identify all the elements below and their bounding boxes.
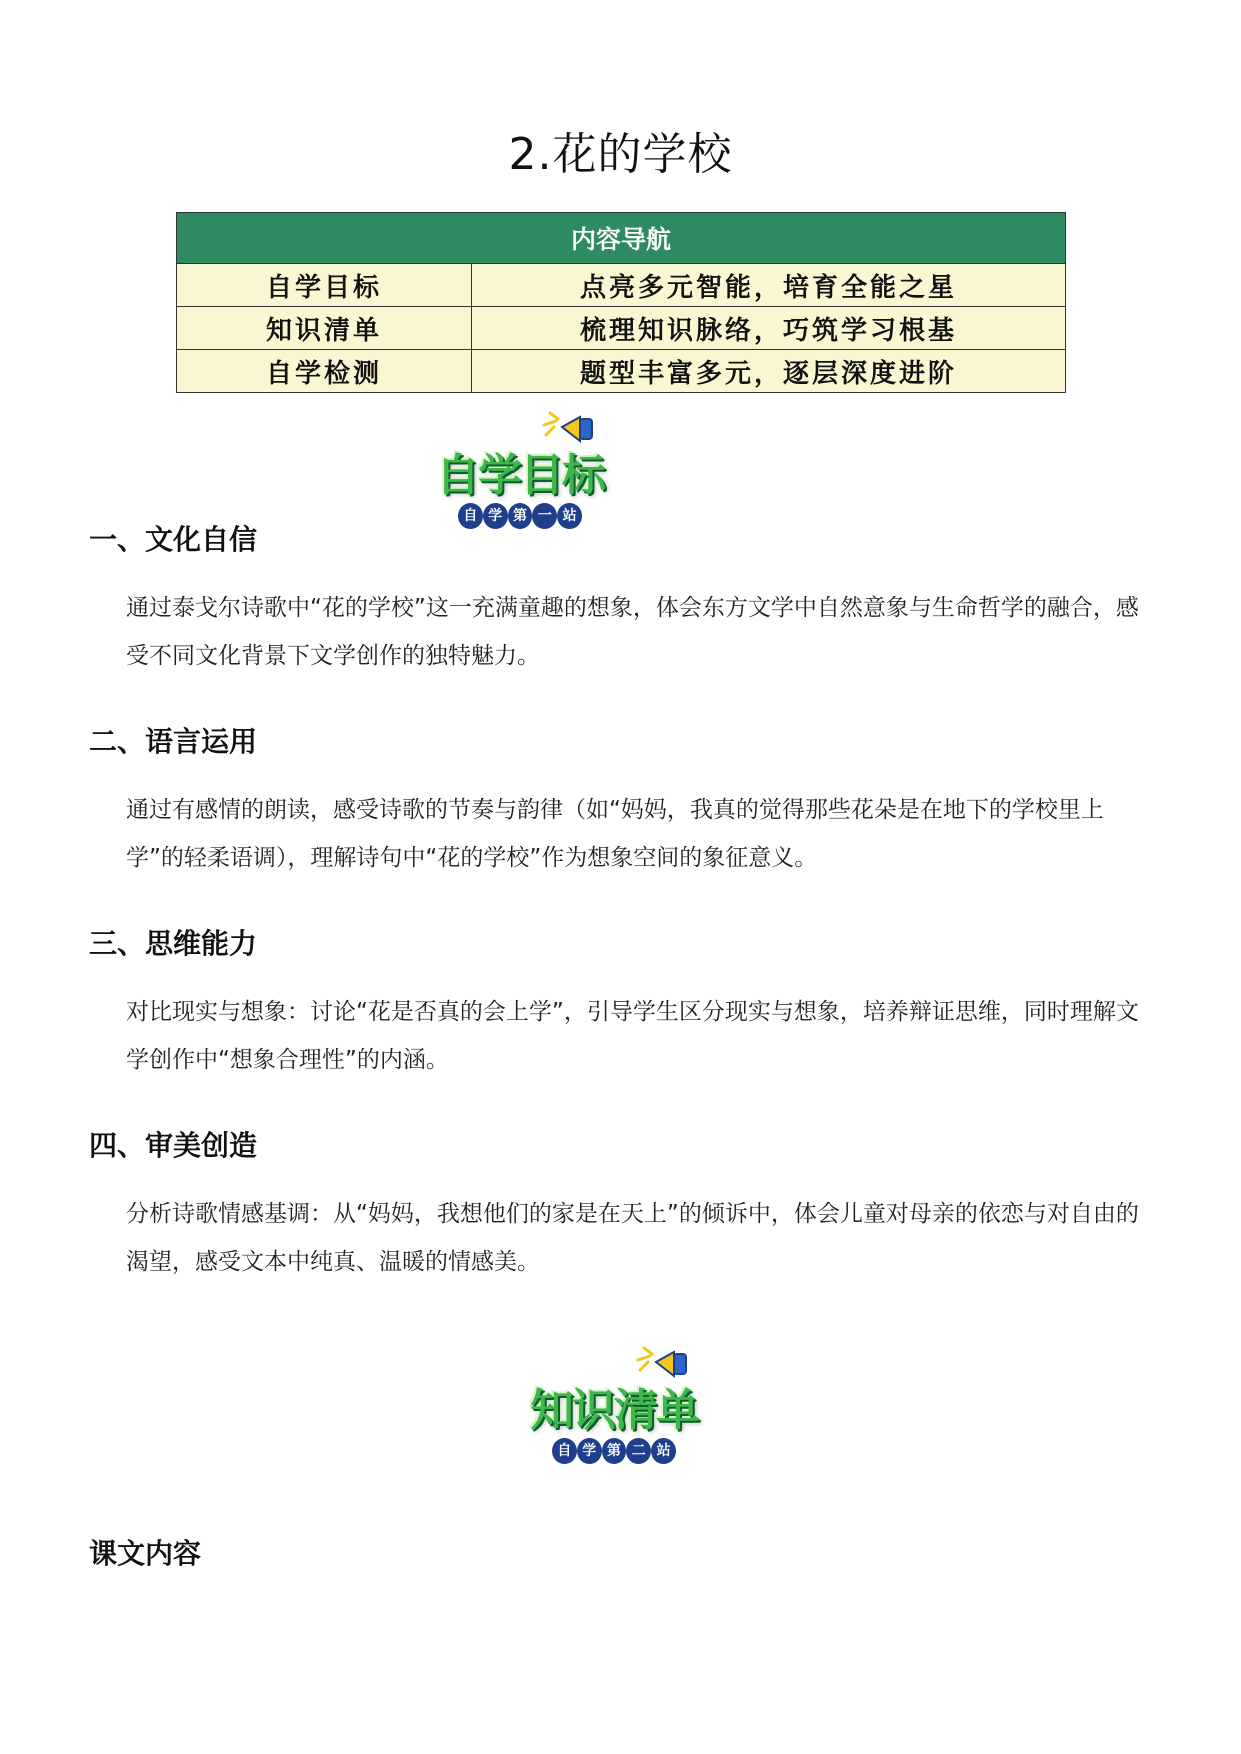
badge-sub-char: 自 <box>458 503 483 529</box>
section-paragraph: 通过有感情的朗读，感受诗歌的节奏与韵律（如“妈妈，我真的觉得那些花朵是在地下的学校里上学”的轻柔语调），理解诗句中“花的学校”作为想象空间的象征意义。 <box>126 797 1104 871</box>
badge-sub-char: 学 <box>483 503 508 529</box>
section-heading: 二、语言运用 <box>89 725 258 758</box>
lesson-content-heading: 课文内容 <box>89 1537 202 1570</box>
section-heading: 一、文化自信 <box>89 523 258 556</box>
badge-sub-char: 一 <box>532 503 557 529</box>
nav-row-name: 知识清单 <box>177 307 472 350</box>
section-heading: 三、思维能力 <box>89 927 258 960</box>
nav-header: 内容导航 <box>177 213 1066 264</box>
table-row <box>177 350 1066 393</box>
section-paragraph: 通过泰戈尔诗歌中“花的学校”这一充满童趣的想象，体会东方文学中自然意象与生命哲学的融合，感受不同文化背景下文学创作的独特魅力。 <box>126 595 1139 669</box>
content-navigation-table <box>176 212 1066 393</box>
nav-row-name: 自学检测 <box>177 350 472 393</box>
nav-row-desc: 梳理知识脉络，巧筑学习根基 <box>472 307 1066 350</box>
nav-row-desc: 点亮多元智能，培育全能之星 <box>472 264 1066 307</box>
table-row <box>177 264 1066 307</box>
badge-sub-char: 站 <box>651 1438 676 1464</box>
nav-row-name: 自学目标 <box>177 264 472 307</box>
page-title: 2.花的学校 <box>508 129 733 180</box>
section-paragraph: 对比现实与想象：讨论“花是否真的会上学”，引导学生区分现实与想象，培养辩证思维，同时理解文学创作中“想象合理性”的内涵。 <box>126 999 1139 1073</box>
section-heading: 四、审美创造 <box>89 1129 258 1162</box>
section-paragraph: 分析诗歌情感基调：从“妈妈，我想他们的家是在天上”的倾诉中，体会儿童对母亲的依恋与对自由的渴望，感受文本中纯真、温暖的情感美。 <box>126 1201 1139 1275</box>
badge-sub-char: 学 <box>577 1438 602 1464</box>
self-study-goals-badge <box>420 405 620 535</box>
badge-sub-char: 站 <box>557 503 582 529</box>
badge-subtitle <box>552 1438 676 1464</box>
badge-sub-char: 自 <box>552 1438 577 1464</box>
table-row <box>177 307 1066 350</box>
badge-title: 知识清单 <box>530 1385 698 1436</box>
badge-sub-char: 第 <box>508 503 533 529</box>
knowledge-list-badge <box>514 1340 714 1470</box>
nav-row-desc: 题型丰富多元，逐层深度进阶 <box>472 350 1066 393</box>
badge-subtitle <box>458 503 582 529</box>
badge-title: 自学目标 <box>436 450 604 501</box>
badge-sub-char: 第 <box>602 1438 627 1464</box>
badge-sub-char: 二 <box>626 1438 651 1464</box>
